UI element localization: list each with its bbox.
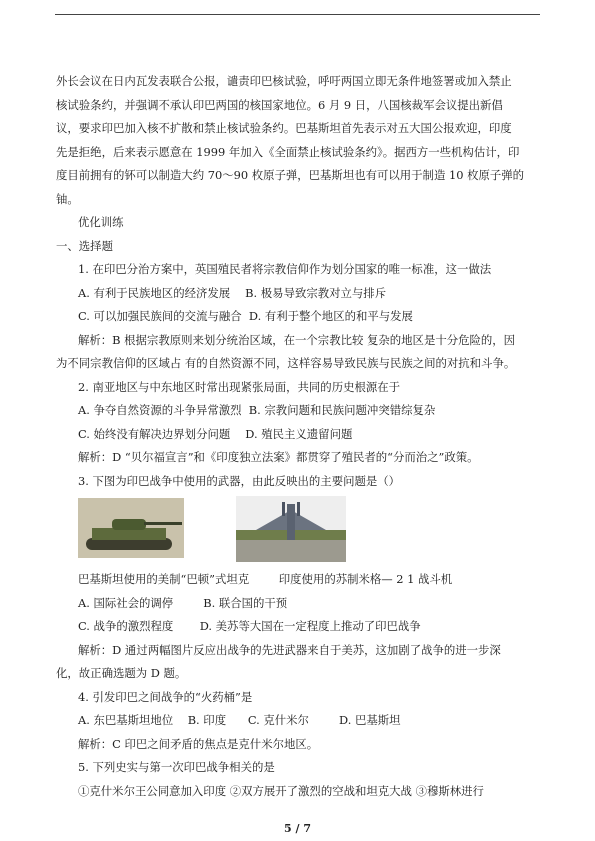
q3-analysis-cont: 化，故正确选题为 D 题。 [56,666,187,680]
q3-caption-right: 印度使用的苏制米格— 2 1 战斗机 [278,572,453,586]
q1-options-cd [56,305,538,329]
q3-option-c: C. 战争的激烈程度 [78,619,174,633]
q2-option-d: D. 殖民主义遗留问题 [245,426,353,441]
q1-option-a: A. 有利于民族地区的经济发展 [78,285,231,300]
intro-line: 铀。 [56,191,79,206]
part-title: 一、选择题 [56,238,113,253]
intro-line: 外长会议在日内瓦发表联合公报，谴责印巴核试验，呼吁两国立即无条件地签署或加入禁止 [56,74,512,88]
q1-options-ab [56,282,538,306]
q3-captions [56,568,538,592]
q1-option-d: D. 有利于整个地区的和平与发展 [248,309,413,323]
q3-analysis: 解析：D 通过两幅图片反应出战争的先进武器来自于美苏，这加剧了战争的进一步深 [78,642,501,657]
q5-stem: 5. 下列史实与第一次印巴战争相关的是 [78,760,275,774]
q3-stem: 3. 下图为印巴战争中使用的武器，由此反映出的主要问题是（） [78,473,401,488]
q2-option-b: B. 宗教问题和民族问题冲突错综复杂 [248,403,436,417]
q2-analysis: 解析：D “贝尔福宣言”和《印度独立法案》都贯穿了殖民者的“分而治之”政策。 [78,450,479,464]
q3-option-d: D. 美苏等大国在一定程度上推动了印巴战争 [199,619,421,633]
q2-options-ab [56,399,538,423]
q4-option-d: D. 巴基斯坦 [338,713,401,727]
q3-images [56,496,538,568]
q1-option-c: C. 可以加强民族间的交流与融合 [78,309,242,323]
q1-option-b: B. 极易导致宗教对立与排斥 [245,285,387,300]
intro-line: 先是拒绝，后来表示愿意在 1999 年加入《全面禁止核试验条约》。据西方一些机构估计，印 [56,144,520,159]
q3-option-b: B. 联合国的干预 [203,595,288,610]
intro-line: 核试验条约，并强调不承认印巴两国的核国家地位。6 月 9 日，八国核裁军会议提出新倡 [56,97,503,112]
q5-items: ①克什米尔王公同意加入印度 ②双方展开了激烈的空战和坦克大战 ③穆斯林进行 [78,783,484,798]
intro-line: 度目前拥有的钚可以制造大约 70～90 枚原子弹，巴基斯坦也有可以用于制造 10 枚原子弹的 [56,168,525,182]
q4-option-b: B. 印度 [187,713,227,727]
q2-option-a: A. 争夺自然资源的斗争异常激烈 [78,403,242,417]
intro-line: 议，要求印巴加入核不扩散和禁止核试验条约。巴基斯坦首先表示对五大国公报欢迎，印度 [56,121,512,135]
q3-options-ab [56,592,538,616]
q3-caption-left: 巴基斯坦使用的美制“巴顿”式坦克 [78,572,250,586]
q4-option-c: C. 克什米尔 [247,713,309,727]
q4-option-a: A. 东巴基斯坦地位 [78,713,174,727]
q3-option-a: A. 国际社会的调停 [78,595,174,610]
q4-stem: 4. 引发印巴之间战争的“火药桶”是 [78,689,253,704]
section-title: 优化训练 [78,215,124,229]
q3-options-cd [56,615,538,639]
q2-stem: 2. 南亚地区与中东地区时常出现紧张局面，共同的历史根源在于 [78,379,401,394]
document-body [56,70,538,803]
q1-stem: 1. 在印巴分治方案中，英国殖民者将宗教信仰作为划分国家的唯一标准，这一做法 [78,262,492,276]
tank-photo [78,498,184,558]
q4-analysis: 解析：C 印巴之间矛盾的焦点是克什米尔地区。 [78,736,319,751]
q2-option-c: C. 始终没有解决边界划分问题 [78,426,231,441]
page-number: 5 / 7 [284,822,311,835]
fighter-jet-photo [236,496,346,562]
q4-options [56,709,538,733]
header-rule [55,14,540,15]
q2-options-cd [56,423,538,447]
q1-analysis: 解析：B 根据宗教原则来划分统治区域，在一个宗教比较 复杂的地区是十分危险的，因 [78,332,516,347]
q1-analysis-cont: 为不同宗教信仰的区域占 有的自然资源不同，这样容易导致民族与民族之间的对抗和斗争。 [56,356,516,370]
